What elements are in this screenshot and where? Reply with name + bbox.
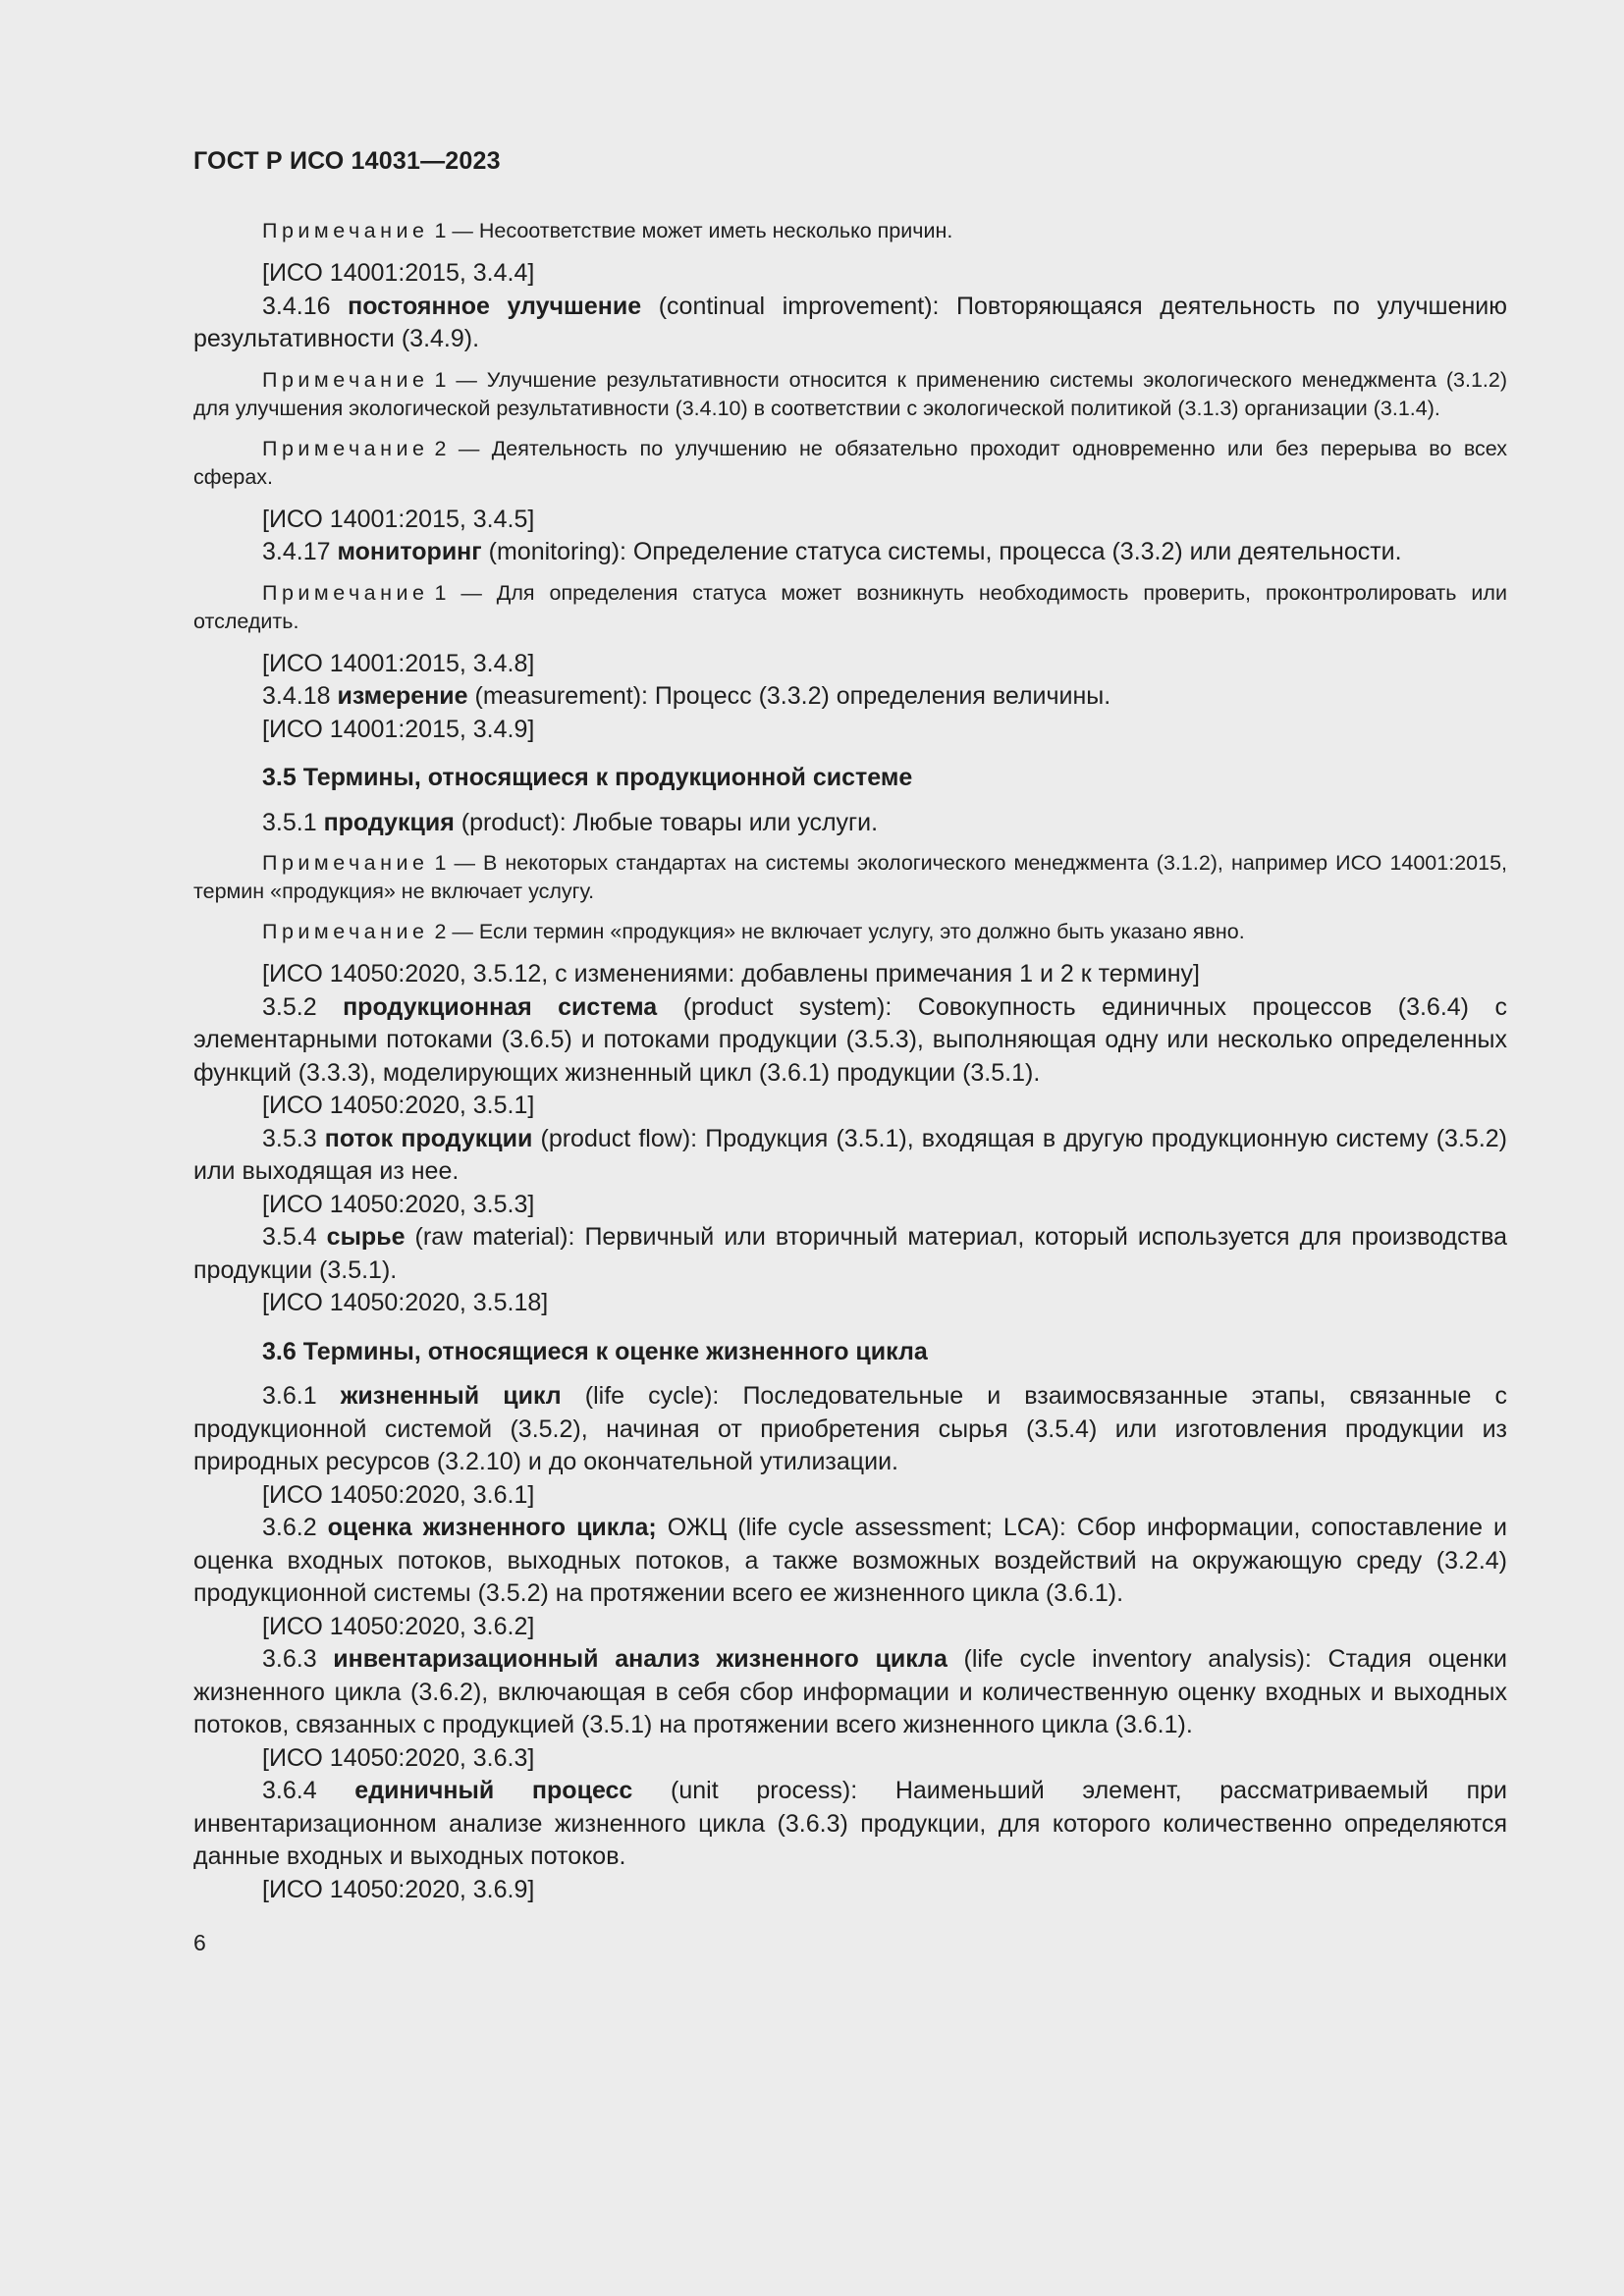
source-reference: [ИСО 14001:2015, 3.4.5] — [262, 505, 535, 533]
term-name: мониторинг — [337, 538, 482, 565]
page-number: 6 — [193, 1930, 206, 1955]
source-reference: [ИСО 14050:2020, 3.5.3] — [262, 1190, 535, 1218]
source-reference: [ИСО 14050:2020, 3.6.9] — [262, 1875, 535, 1903]
term-entry: 3.5.3 поток продукции (product flow): Продукция (3.5.1), входящая в другую продукционную систему (3.5.2) или выходящая из нее. — [193, 1124, 1507, 1185]
term-entry: 3.4.16 постоянное улучшение (continual improvement): Повторяющаяся деятельность по улучшению результативности (3.4.9). — [193, 292, 1508, 352]
term-entry: 3.5.4 сырье (raw material): Первичный или вторичный материал, который используется для производства продукции (3.5.1). — [193, 1223, 1507, 1284]
section-heading: 3.6 Термины, относящиеся к оценке жизненного цикла — [262, 1337, 928, 1365]
term-name: продукция — [323, 808, 455, 836]
term-name: оценка жизненного цикла; — [327, 1514, 657, 1541]
term-entry: 3.5.2 продукционная система (product system): Совокупность единичных процессов (3.6.4) с элементарными потоками (3.6.5) и потоками продукции (3.5.3), выполняющая одну или несколько определенных функций (3.3.3), моделирующих жизненный цикл (3.6.1) продукции (3.5.1). — [193, 992, 1507, 1087]
source-reference: [ИСО 14001:2015, 3.4.9] — [262, 715, 535, 743]
note-label: Примечание — [262, 580, 429, 605]
term-entry: 3.6.2 оценка жизненного цикла; ОЖЦ (life cycle assessment; LCA): Сбор информации, сопоставление и оценка входных потоков, выходных потоков, а также возможных воздействий на окружающую среду (3.2.4) продукционной системы (3.5.2) на протяжении всего ее жизненного цикла (3.6.1). — [193, 1514, 1507, 1607]
note: Примечание 1 — Улучшение результативности относится к применению системы экологического менеджмента (3.1.2) для улучшения экологической результативности (3.4.10) в соответствии с экологической политикой (3.1.3) организации (3.1.4). — [193, 367, 1507, 420]
note-label: Примечание — [262, 367, 429, 392]
source-reference: [ИСО 14050:2020, 3.6.3] — [262, 1743, 535, 1772]
term-entry: 3.4.17 мониторинг (monitoring): Определение статуса системы, процесса (3.3.2) или деятельности. — [262, 538, 1402, 565]
term-entry: 3.5.1 продукция (product): Любые товары или услуги. — [262, 808, 879, 836]
note: Примечание 1 — Для определения статуса может возникнуть необходимость проверить, проконтролировать или отследить. — [193, 580, 1507, 633]
note: Примечание 2 — Деятельность по улучшению не обязательно проходит одновременно или без перерыва во всех сферах. — [193, 436, 1508, 489]
term-name: единичный процесс — [354, 1777, 633, 1804]
document-page — [193, 147, 1507, 1956]
term-entry: 3.6.3 инвентаризационный анализ жизненного цикла (life cycle inventory analysis): Стадия оценки жизненного цикла (3.6.2), включающая в себя сбор информации и количественную оценку входных и выходных потоков, связанных с продукцией (3.5.1) на протяжении всего жизненного цикла (3.6.1). — [193, 1645, 1508, 1738]
note: Примечание 1 — В некоторых стандартах на системы экологического менеджмента (3.1.2), например ИСО 14001:2015, термин «продукция» не включает услугу. — [193, 851, 1508, 903]
source-reference: [ИСО 14050:2020, 3.6.1] — [262, 1480, 535, 1509]
term-entry: 3.6.4 единичный процесс (unit process): Наименьший элемент, рассматриваемый при инвентаризационном анализе жизненного цикла (3.6.3) продукции, для которого количественно определяются данные входных и выходных потоков. — [193, 1777, 1507, 1870]
term-name: жизненный цикл — [340, 1382, 562, 1410]
term-name: поток продукции — [324, 1124, 533, 1152]
term-name: постоянное улучшение — [348, 292, 642, 320]
source-reference: [ИСО 14001:2015, 3.4.4] — [262, 259, 535, 287]
source-reference: [ИСО 14050:2020, 3.5.1] — [262, 1092, 535, 1119]
source-reference: [ИСО 14050:2020, 3.5.12, с изменениями: добавлены примечания 1 и 2 к термину] — [262, 960, 1200, 988]
note-label: Примечание — [262, 436, 429, 460]
section-heading: 3.5 Термины, относящиеся к продукционной системе — [262, 764, 913, 791]
term-entry: 3.6.1 жизненный цикл (life cycle): Последовательные и взаимосвязанные этапы, связанные с продукционной системой (3.5.2), начиная от приобретения сырья (3.5.4) или изготовления продукции из природных ресурсов (3.2.10) и до окончательной утилизации. — [193, 1382, 1507, 1475]
note-label: Примечание — [262, 851, 429, 875]
term-name: инвентаризационный анализ жизненного цикла — [333, 1645, 947, 1673]
source-reference: [ИСО 14001:2015, 3.4.8] — [262, 649, 535, 677]
document-header: ГОСТ Р ИСО 14031—2023 — [193, 147, 501, 175]
term-name: продукционная система — [343, 992, 658, 1021]
term-name: сырье — [326, 1223, 406, 1251]
note: Примечание 2 — Если термин «продукция» не включает услугу, это должно быть указано явно. — [262, 920, 1245, 943]
note-label: Примечание — [262, 219, 429, 242]
note: Примечание 1 — Несоответствие может иметь несколько причин. — [262, 219, 953, 242]
term-entry: 3.4.18 измерение (measurement): Процесс (3.3.2) определения величины. — [262, 682, 1111, 710]
source-reference: [ИСО 14050:2020, 3.5.18] — [262, 1289, 549, 1316]
source-reference: [ИСО 14050:2020, 3.6.2] — [262, 1612, 535, 1640]
term-name: измерение — [337, 682, 468, 710]
note-label: Примечание — [262, 920, 429, 943]
